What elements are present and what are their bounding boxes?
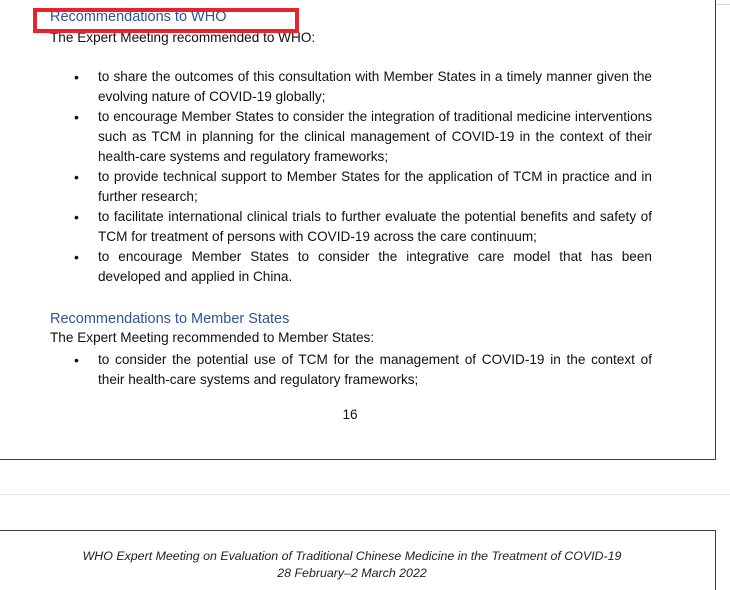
list-item-text: to encourage Member States to consider the integration of traditional medicine interventions such as TCM in planning for the clinical management of COVID-19 in the context of their health-care systems and regulatory frameworks; — [98, 109, 652, 164]
next-document-page — [0, 530, 716, 590]
list-item — [50, 207, 652, 247]
bullet-icon: • — [74, 69, 79, 85]
list-item-text: to share the outcomes of this consultation with Member States in a timely manner given the evolving nature of COVID-19 globally; — [98, 69, 652, 104]
section-heading-member-states: Recommendations to Member States — [50, 311, 290, 327]
section-heading-who: Recommendations to WHO — [50, 9, 227, 25]
bullet-icon: • — [74, 109, 79, 125]
list-item-text: to facilitate international clinical trials to further evaluate the potential benefits and safety of TCM for treatment of persons with COVID-19 across the care continuum; — [98, 209, 652, 244]
recommendation-list-who — [50, 67, 652, 287]
running-subheader: 28 February–2 March 2022 — [277, 566, 427, 580]
list-item — [50, 67, 652, 107]
list-item — [50, 107, 652, 167]
bullet-icon: • — [74, 352, 79, 368]
page-separator-gap — [0, 494, 730, 495]
running-header: WHO Expert Meeting on Evaluation of Traditional Chinese Medicine in the Treatment of COVID-19 — [82, 549, 622, 563]
list-item — [50, 247, 652, 287]
list-item-text: to provide technical support to Member States for the application of TCM in practice and in further research; — [98, 169, 652, 204]
bullet-icon: • — [74, 249, 79, 265]
list-item-text: to consider the potential use of TCM for the management of COVID-19 in the context of their health-care systems and regulatory frameworks; — [98, 352, 652, 387]
list-item — [50, 167, 652, 207]
bullet-icon: • — [74, 209, 79, 225]
page-number: 16 — [342, 407, 358, 422]
list-item-text: to encourage Member States to consider the integrative care model that has been developed and applied in China. — [98, 249, 652, 284]
recommendation-list-member-states — [50, 350, 652, 390]
section-intro-who: The Expert Meeting recommended to WHO: — [50, 30, 316, 45]
section-intro-member-states: The Expert Meeting recommended to Member States: — [50, 330, 375, 345]
bullet-icon: • — [74, 169, 79, 185]
list-item — [50, 350, 652, 390]
